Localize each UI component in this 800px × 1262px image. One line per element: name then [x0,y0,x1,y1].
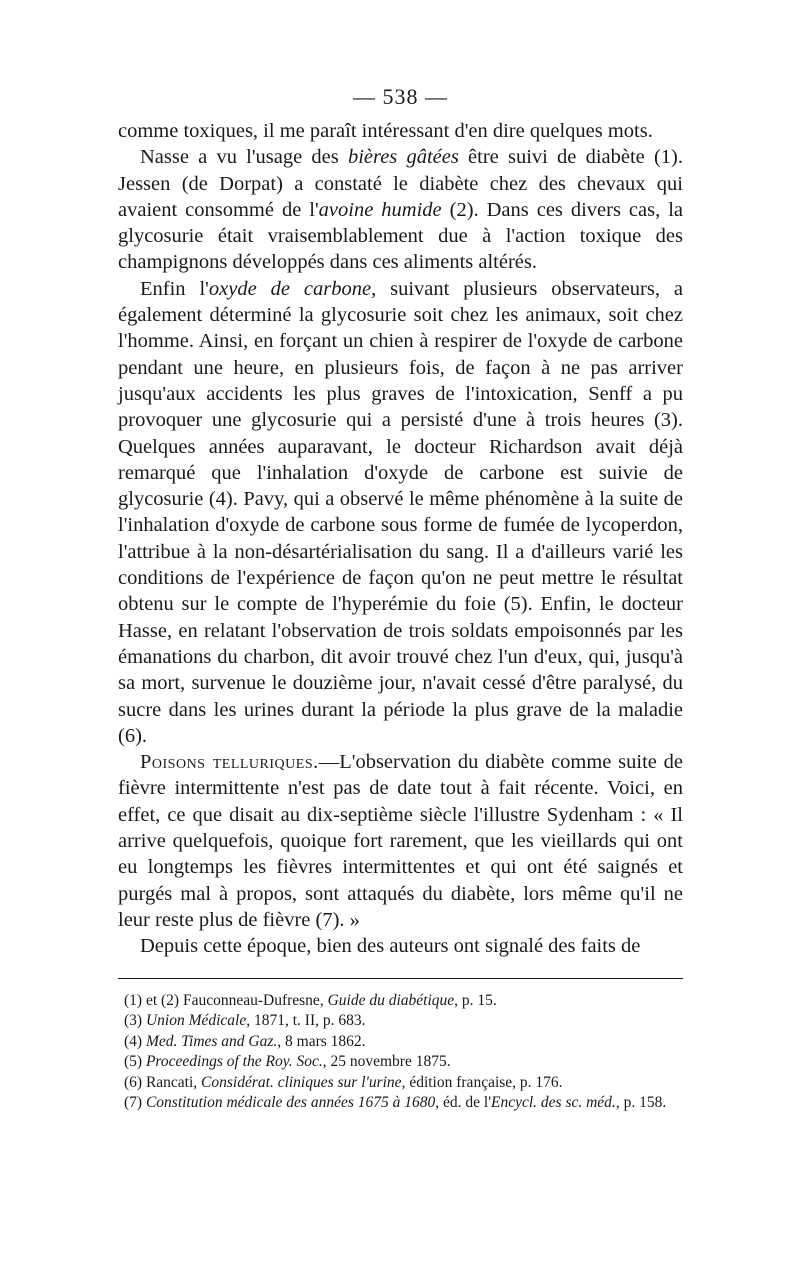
body-text [118,118,683,960]
italic-text: Considérat. cliniques sur l'urine [201,1073,402,1091]
paragraph [118,118,683,144]
paragraph [118,933,683,959]
paragraph [118,749,683,933]
italic-text: Encycl. des sc. méd. [491,1094,616,1111]
text-run: (4) [124,1032,146,1050]
footnote-divider [118,978,683,979]
text-run: , éd. de l' [435,1094,491,1111]
italic-text: Med. Times and Gaz. [145,1032,278,1050]
text-run: , suivant plusieurs observateurs, a également déterminé la glycosurie soit chez les animaux, soit chez l'homme. Ainsi, en forçant un chien à respirer de l'oxyde de carbone pendant une heure, en plusieurs fois, de façon à ne pas arriver jusqu'aux accidents les plus graves de l'intoxication, Senff a pu provoquer une glycosurie qui a persisté d'une à trois heures (3). Quelques années auparavant, le docteur Richardson avait déjà remarqué que l'inhalation d'oxyde de carbone est suivie de glycosurie (4). Pavy, qui a observé le même phénomène à la suite de l'inhalation d'oxyde de carbone sous forme de fumée de lycoperdon, l'attribue à la non-désartérialisation du sang. Il a d'ailleurs varié les conditions de l'expérience de façon qu'on ne peut mettre le résultat obtenu sur le compte de l'hyperémie du foie (5). Enfin, le docteur Hasse, en relatant l'observation de trois soldats empoisonnés par les émanations du charbon, dit avoir trouvé chez l'un d'eux, qui, jusqu'à sa mort, survenue le douzième jour, n'avait cessé d'être paralysé, du sucre dans les urines durant la période la plus grave de la maladie (6). [118,277,683,747]
footnote [118,991,683,1012]
italic-text: Guide du diabétique [327,991,455,1009]
italic-text: Union Médicale [145,1012,247,1029]
italic-text: Constitution médicale des années 1675 à 1680 [145,1094,436,1111]
paragraph [118,276,683,749]
footnote [118,1052,683,1073]
text-run: , 1871, t. II, p. 683. [246,1012,366,1029]
italic-text: oxyde de carbone [208,277,372,300]
italic-text: avoine humide [318,198,442,221]
text-run: Enfin l' [140,277,209,300]
text-run: (2). Dans ces divers cas, la glycosurie était vraisemblablement due à l'action toxique des champignons développés dans ces aliments altérés. [118,198,684,274]
footnote [118,1032,683,1053]
text-run: (6) Rancati, [124,1073,202,1091]
text-run: , 8 mars 1862. [277,1032,366,1050]
footnotes [118,991,683,1114]
italic-text: bières gâtées [347,146,459,169]
text-run: , 25 novembre 1875. [322,1053,451,1070]
text-run: être suivi de diabète (1). Jessen (de Dorpat) a constaté le diabète chez des chevaux qui avaient consommé de l' [118,146,684,221]
text-run: (7) [124,1094,146,1111]
text-run: , p. 158. [615,1094,667,1111]
text-run: —L'observation du diabète comme suite de fièvre intermittente n'est pas de date tout à fait récente. Voici, en effet, ce que disait au dix-septième siècle l'illustre Sydenham : « Il arrive quelquefois, quoique fort rarement, que les vieillards qui ont eu longtemps les fièvres intermittentes et qui ont été saignés et purgés mal à propos, sont attaqués du diabète, lors même qu'il ne leur reste plus de fièvre (7). » [118,751,684,931]
text-run: (5) [124,1053,146,1070]
footnote [118,1093,683,1114]
text-run: Nasse a vu l'usage des [140,146,348,169]
document-page [118,84,683,1114]
footnote [118,1011,683,1032]
text-run: (1) et (2) Fauconneau-Dufresne, [124,991,328,1009]
text-run: comme toxiques, il me paraît intéressant d'en dire quelques mots. [118,120,653,142]
text-run: , p. 15. [454,991,497,1009]
text-run: , édition française, p. 176. [401,1073,563,1091]
text-run: Depuis cette époque, bien des auteurs ont signalé des faits de [140,935,641,958]
section-heading: Poisons telluriques. [140,751,319,774]
text-run: (3) [124,1012,146,1029]
page-number: — 538 — [353,84,448,109]
footnote [118,1073,683,1094]
italic-text: Proceedings of the Roy. Soc. [145,1053,323,1070]
paragraph [118,144,683,275]
